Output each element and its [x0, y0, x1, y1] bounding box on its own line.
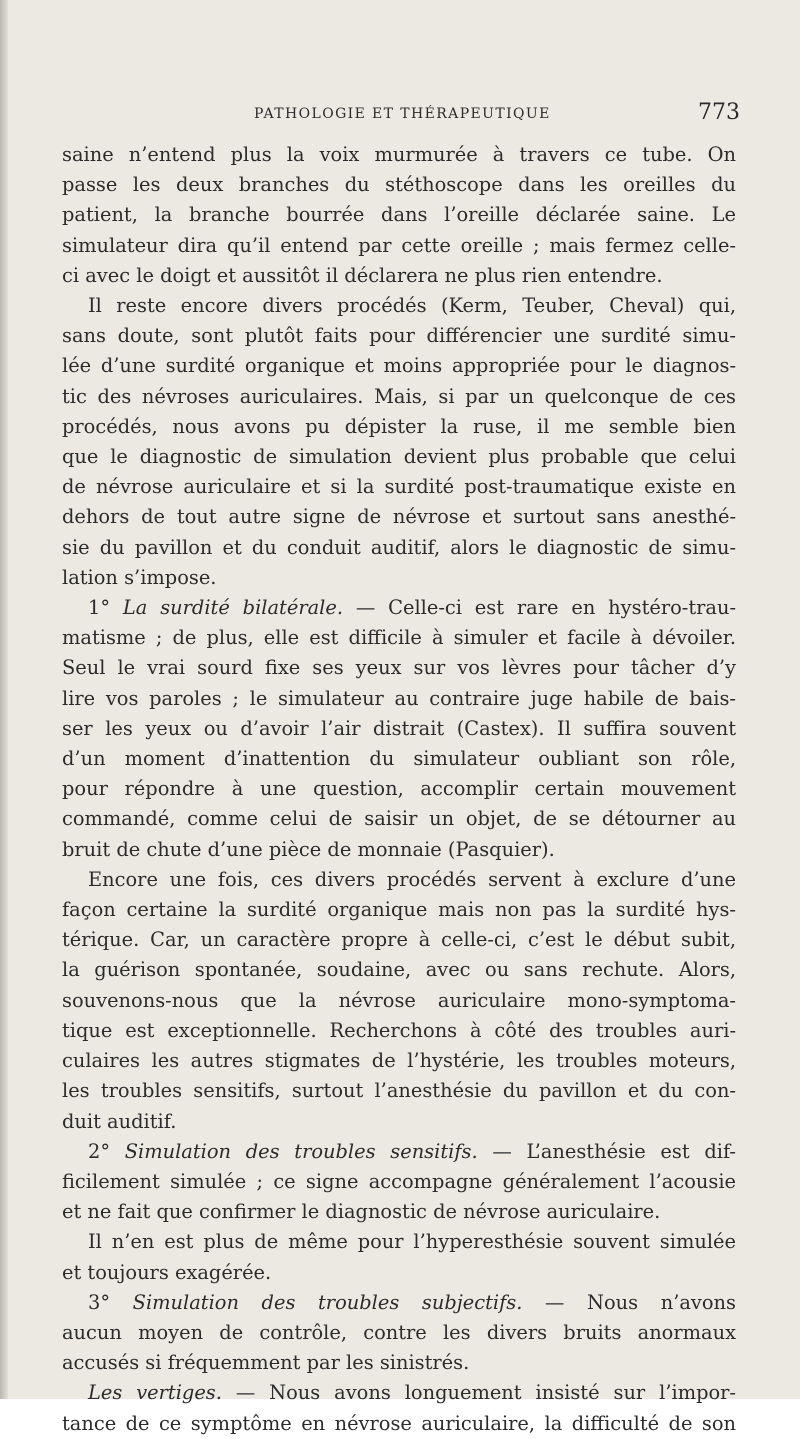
page-edge	[0, 0, 8, 1399]
text-line: dehors de tout autre signe de névrose et surtout sans anesthé-	[62, 505, 736, 529]
text-line: les troubles sensitifs, surtout l’anesthésie du pavillon et du con-	[62, 1079, 736, 1103]
page-header	[58, 100, 740, 130]
text-line: façon certaine la surdité organique mais non pas la surdité hys-	[62, 898, 736, 922]
section-title: Simulation des troubles sensitifs.	[124, 1139, 478, 1163]
text-line: Encore une fois, ces divers procédés servent à exclure d’une	[88, 867, 736, 891]
text-line: sie du pavillon et du conduit auditif, alors le diagnostic de simu-	[62, 535, 736, 559]
section-heading-line: 1° La surdité bilatérale. — Celle-ci est rare en hystéro-trau-	[88, 596, 736, 620]
section-heading-line: 3° Simulation des troubles subjectifs. — Nous n’avons	[88, 1290, 736, 1314]
text-line: patient, la branche bourrée dans l’oreille déclarée saine. Le	[62, 203, 736, 227]
text-line: tic des névroses auriculaires. Mais, si par un quelconque de ces	[62, 384, 736, 408]
text-line: et ne fait que confirmer le diagnostic de névrose auriculaire.	[62, 1200, 661, 1224]
text-line: Seul le vrai sourd fixe ses yeux sur vos lèvres pour tâcher d’y	[62, 656, 736, 680]
text-line: aucun moyen de contrôle, contre les divers bruits anormaux	[62, 1320, 736, 1344]
text-line: ficilement simulée ; ce signe accompagne généralement l’acousie	[62, 1169, 736, 1193]
text-line: de névrose auriculaire et si la surdité post-traumatique existe en	[62, 475, 736, 499]
text-line: que le diagnostic de simulation devient plus probable que celui	[62, 445, 736, 469]
text-line: passe les deux branches du stéthoscope dans les oreilles du	[62, 173, 736, 197]
text-line: tance de ce symptôme en névrose auriculaire, la difficulté de son	[62, 1411, 736, 1435]
section-heading-line: 2° Simulation des troubles sensitifs. — L’anesthésie est dif-	[88, 1139, 736, 1163]
text-line: saine n’entend plus la voix murmurée à travers ce tube. On	[62, 143, 736, 166]
text-line: bruit de chute d’une pièce de monnaie (Pasquier).	[62, 837, 555, 861]
text-line: commandé, comme celui de saisir un objet, de se détourner au	[62, 807, 736, 831]
text-line: lée d’une surdité organique et moins appropriée pour le diagnos-	[62, 354, 736, 378]
text-line: tique est exceptionnelle. Recherchons à côté des troubles auri-	[62, 1018, 736, 1042]
section-title: La surdité bilatérale.	[122, 596, 343, 620]
text-line: simulateur dira qu’il entend par cette oreille ; mais fermez celle-	[62, 233, 736, 257]
text-line: duit auditif.	[62, 1109, 177, 1133]
text-line: la guérison spontanée, soudaine, avec ou sans rechute. Alors,	[62, 958, 736, 982]
section-title: Les vertiges.	[88, 1381, 222, 1405]
running-head: PATHOLOGIE ET THÉRAPEUTIQUE	[254, 106, 551, 122]
text-line: pour répondre à une question, accomplir certain mouvement	[62, 777, 736, 801]
text-line: matisme ; de plus, elle est difficile à simuler et facile à dévoiler.	[62, 626, 736, 650]
text-line: culaires les autres stigmates de l’hystérie, les troubles moteurs,	[62, 1049, 736, 1073]
text-line: lation s’impose.	[62, 565, 217, 589]
text-line: sans doute, sont plutôt faits pour différencier une surdité simu-	[62, 324, 736, 348]
text-line: lire vos paroles ; le simulateur au contraire juge habile de bais-	[62, 686, 736, 710]
text-line: et toujours exagérée.	[62, 1260, 272, 1284]
page-number: 773	[698, 100, 740, 125]
section-title: Simulation des troubles subjectifs.	[132, 1290, 523, 1314]
text-line: ci avec le doigt et aussitôt il déclarera ne plus rien entendre.	[62, 263, 663, 287]
text-line: souvenons-nous que la névrose auriculaire mono-symptoma-	[62, 988, 736, 1012]
section-heading-line: Les vertiges. — Nous avons longuement insisté sur l’impor-	[88, 1381, 736, 1405]
body-text	[62, 140, 736, 1439]
text-line: ser les yeux ou d’avoir l’air distrait (Castex). Il suffira souvent	[62, 716, 736, 740]
text-line: accusés si fréquemment par les sinistrés.	[62, 1351, 470, 1375]
text-line: térique. Car, un caractère propre à celle-ci, c’est le début subit,	[62, 928, 736, 952]
text-line: Il reste encore divers procédés (Kerm, Teuber, Cheval) qui,	[88, 294, 736, 318]
text-line: d’un moment d’inattention du simulateur oubliant son rôle,	[62, 747, 736, 771]
text-line: procédés, nous avons pu dépister la ruse, il me semble bien	[62, 414, 736, 438]
text-line: Il n’en est plus de même pour l’hyperesthésie souvent simulée	[88, 1230, 736, 1254]
